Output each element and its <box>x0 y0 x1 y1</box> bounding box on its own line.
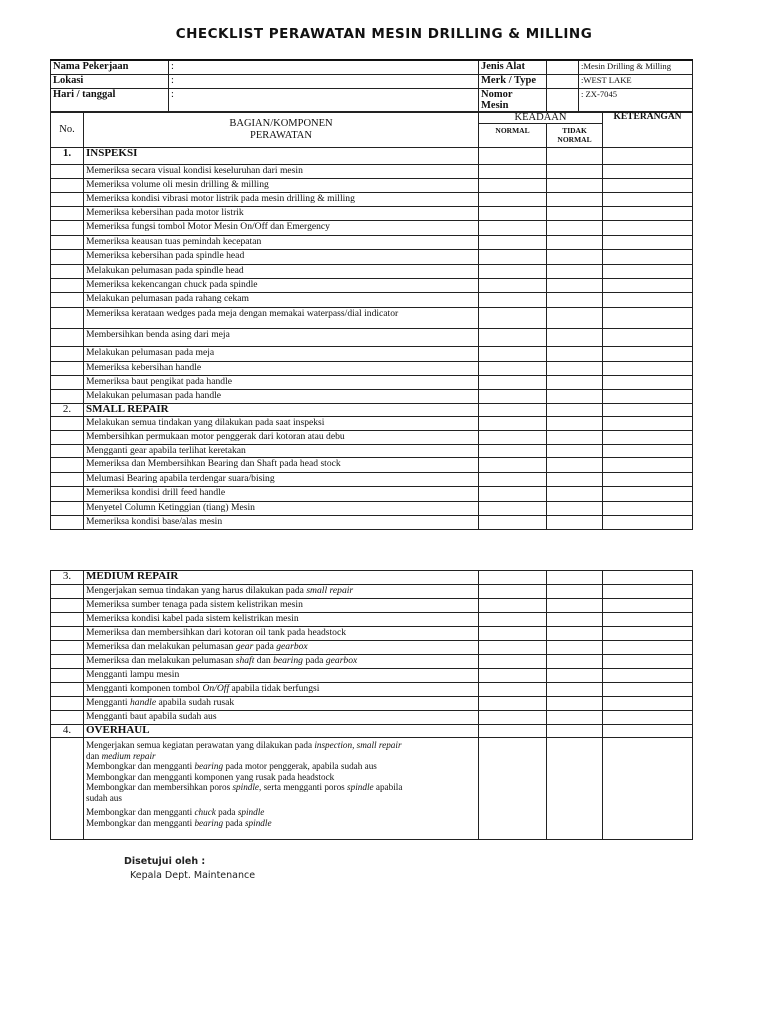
row-number-cell <box>51 711 84 725</box>
table-row <box>51 250 693 265</box>
keadaan-normal-cell[interactable] <box>479 473 547 487</box>
keadaan-tidak-normal-cell[interactable] <box>547 221 603 236</box>
section-title: MEDIUM REPAIR <box>84 571 479 585</box>
keterangan-cell[interactable] <box>603 417 693 431</box>
table-row <box>51 329 693 347</box>
row-number-cell <box>51 669 84 683</box>
keadaan-normal-cell[interactable] <box>479 236 547 250</box>
keadaan-tidak-normal-cell[interactable] <box>547 207 603 221</box>
hari-tanggal-field[interactable]: : <box>169 88 479 112</box>
row-number-cell <box>51 390 84 404</box>
table-row <box>51 613 693 627</box>
keadaan-tidak-normal-cell[interactable] <box>547 711 603 725</box>
table-row <box>51 641 693 655</box>
checklist-item: Memeriksa kondisi kabel pada sistem kelistrikan mesin <box>84 613 479 627</box>
row-number-cell <box>51 207 84 221</box>
keadaan-normal-cell[interactable] <box>479 347 547 362</box>
keadaan-normal-cell[interactable] <box>479 165 547 179</box>
keadaan-normal-cell[interactable] <box>479 193 547 207</box>
row-number-cell <box>51 265 84 279</box>
table-row <box>51 193 693 207</box>
table-row <box>51 487 693 502</box>
col-tidak-normal-header: TIDAK NORMAL <box>547 124 603 148</box>
keadaan-tidak-normal-cell[interactable] <box>547 165 603 179</box>
row-number-cell <box>51 236 84 250</box>
keadaan-normal-cell[interactable] <box>479 738 547 840</box>
keadaan-normal-cell[interactable] <box>479 179 547 193</box>
keterangan-cell[interactable] <box>603 445 693 458</box>
keterangan-cell[interactable] <box>603 236 693 250</box>
keterangan-cell[interactable] <box>603 308 693 329</box>
keadaan-tidak-normal-cell[interactable] <box>547 148 603 165</box>
keadaan-tidak-normal-cell[interactable] <box>547 362 603 376</box>
checklist-item: Mengganti handle apabila sudah rusak <box>84 697 479 711</box>
keadaan-tidak-normal-cell[interactable] <box>547 404 603 417</box>
table-row <box>51 362 693 376</box>
overhaul-line: dan medium repair <box>86 750 156 761</box>
keadaan-tidak-normal-cell[interactable] <box>547 376 603 390</box>
keadaan-tidak-normal-cell[interactable] <box>547 571 603 585</box>
keadaan-normal-cell[interactable] <box>479 627 547 641</box>
keadaan-normal-cell[interactable] <box>479 613 547 627</box>
row-number-cell <box>51 585 84 599</box>
section-header-row <box>51 148 693 165</box>
keadaan-normal-cell[interactable] <box>479 207 547 221</box>
keterangan-cell[interactable] <box>603 502 693 516</box>
approved-by-label: Disetujui oleh : <box>124 856 206 867</box>
keterangan-cell[interactable] <box>603 265 693 279</box>
checklist-item: Memeriksa kebersihan pada motor listrik <box>84 207 479 221</box>
row-number-cell <box>51 738 84 840</box>
keadaan-tidak-normal-cell[interactable] <box>547 293 603 308</box>
keadaan-normal-cell[interactable] <box>479 725 547 738</box>
keadaan-normal-cell[interactable] <box>479 458 547 473</box>
keterangan-cell[interactable] <box>603 516 693 530</box>
checklist-item: Memeriksa fungsi tombol Motor Mesin On/Off dan Emergency <box>84 221 479 236</box>
keadaan-normal-cell[interactable] <box>479 641 547 655</box>
table-row <box>51 417 693 431</box>
header-table <box>50 59 693 113</box>
table-row <box>51 445 693 458</box>
row-number-cell <box>51 613 84 627</box>
keadaan-normal-cell[interactable] <box>479 516 547 530</box>
table-row <box>51 347 693 362</box>
keterangan-cell[interactable] <box>603 362 693 376</box>
row-number-cell <box>51 599 84 613</box>
keadaan-normal-cell[interactable] <box>479 390 547 404</box>
hari-tanggal-label: Hari / tanggal <box>51 88 169 112</box>
keterangan-cell[interactable] <box>603 148 693 165</box>
checklist-item: Membersihkan permukaan motor penggerak dari kotoran atau debu <box>84 431 479 445</box>
keterangan-cell[interactable] <box>603 179 693 193</box>
keterangan-cell[interactable] <box>603 207 693 221</box>
checklist-item: Memeriksa kebersihan pada spindle head <box>84 250 479 265</box>
section-medium-repair <box>51 571 693 725</box>
keterangan-cell[interactable] <box>603 431 693 445</box>
keterangan-cell[interactable] <box>603 487 693 502</box>
keterangan-cell[interactable] <box>603 329 693 347</box>
keadaan-tidak-normal-cell[interactable] <box>547 473 603 487</box>
keterangan-cell[interactable] <box>603 725 693 738</box>
row-number-cell <box>51 683 84 697</box>
keadaan-normal-cell[interactable] <box>479 655 547 669</box>
keterangan-cell[interactable] <box>603 250 693 265</box>
keadaan-tidak-normal-cell[interactable] <box>547 599 603 613</box>
col-bagian-header: BAGIAN/KOMPONEN PERAWATAN <box>84 112 479 148</box>
keterangan-cell[interactable] <box>603 641 693 655</box>
col-normal-header: NORMAL <box>479 124 547 148</box>
nama-pekerjaan-label: Nama Pekerjaan <box>51 60 169 74</box>
table-row <box>51 265 693 279</box>
keadaan-tidak-normal-cell[interactable] <box>547 250 603 265</box>
checklist-item: Memeriksa dan melakukan pelumasan gear pada gearbox <box>84 641 479 655</box>
keadaan-tidak-normal-cell[interactable] <box>547 236 603 250</box>
keadaan-normal-cell[interactable] <box>479 148 547 165</box>
checklist-item: Memeriksa kondisi base/alas mesin <box>84 516 479 530</box>
row-number-cell <box>51 641 84 655</box>
keadaan-tidak-normal-cell[interactable] <box>547 669 603 683</box>
table-row <box>51 308 693 329</box>
table-row <box>51 655 693 669</box>
checklist-item: Melakukan pelumasan pada handle <box>84 390 479 404</box>
keadaan-normal-cell[interactable] <box>479 697 547 711</box>
keterangan-cell[interactable] <box>603 669 693 683</box>
checklist-item: Membersihkan benda asing dari meja <box>84 329 479 347</box>
keadaan-tidak-normal-cell[interactable] <box>547 279 603 293</box>
keterangan-cell[interactable] <box>603 293 693 308</box>
keterangan-cell[interactable] <box>603 697 693 711</box>
keadaan-normal-cell[interactable] <box>479 669 547 683</box>
table-row <box>51 207 693 221</box>
keadaan-tidak-normal-cell[interactable] <box>547 329 603 347</box>
keterangan-cell[interactable] <box>603 627 693 641</box>
checklist-item: Mengganti baut apabila sudah aus <box>84 711 479 725</box>
overhaul-line: Membongkar dan mengganti bearing pada motor penggerak, apabila sudah aus <box>86 761 377 771</box>
table-row <box>51 458 693 473</box>
table-row <box>51 516 693 530</box>
checklist-item: Melumasi Bearing apabila terdengar suara/bising <box>84 473 479 487</box>
keterangan-cell[interactable] <box>603 458 693 473</box>
checklist-table-2 <box>50 570 693 840</box>
section-header-row <box>51 571 693 585</box>
checklist-item: Memeriksa sumber tenaga pada sistem kelistrikan mesin <box>84 599 479 613</box>
overhaul-line: sudah aus <box>86 792 122 803</box>
row-number-cell <box>51 627 84 641</box>
nomor-spacer <box>547 88 579 112</box>
col-no-header: No. <box>51 112 84 148</box>
row-number-cell <box>51 417 84 431</box>
keadaan-tidak-normal-cell[interactable] <box>547 458 603 473</box>
keterangan-cell[interactable] <box>603 279 693 293</box>
keadaan-normal-cell[interactable] <box>479 445 547 458</box>
checklist-item: Memeriksa volume oli mesin drilling & milling <box>84 179 479 193</box>
keadaan-normal-cell[interactable] <box>479 250 547 265</box>
nomor-mesin-label: Nomor Mesin <box>479 88 547 112</box>
checklist-item: Mengganti lampu mesin <box>84 669 479 683</box>
jenis-alat-spacer <box>547 60 579 74</box>
page-title: CHECKLIST PERAWATAN MESIN DRILLING & MILLING <box>175 26 593 42</box>
row-number-cell <box>51 431 84 445</box>
row-number-cell <box>51 179 84 193</box>
section-title: INSPEKSI <box>84 148 479 165</box>
keadaan-normal-cell[interactable] <box>479 329 547 347</box>
table-row <box>51 585 693 599</box>
table-row <box>51 599 693 613</box>
table-row <box>51 390 693 404</box>
checklist-item: Memeriksa kekencangan chuck pada spindle <box>84 279 479 293</box>
row-number-cell <box>51 165 84 179</box>
table-row <box>51 279 693 293</box>
merk-spacer <box>547 74 579 88</box>
checklist-item: Menyetel Column Ketinggian (tiang) Mesin <box>84 502 479 516</box>
nomor-value: : ZX-7045 <box>579 88 693 112</box>
keadaan-normal-cell[interactable] <box>479 585 547 599</box>
overhaul-line: Membongkar dan mengganti chuck pada spindle <box>86 807 265 817</box>
keadaan-tidak-normal-cell[interactable] <box>547 613 603 627</box>
section-number: 1. <box>51 148 84 165</box>
overhaul-line: Membongkar dan mengganti bearing pada spindle <box>86 817 272 828</box>
checklist-item: Melakukan pelumasan pada spindle head <box>84 265 479 279</box>
table-row <box>51 431 693 445</box>
keadaan-tidak-normal-cell[interactable] <box>547 445 603 458</box>
keterangan-cell[interactable] <box>603 165 693 179</box>
approver-title: Kepala Dept. Maintenance <box>130 870 256 881</box>
table-row <box>51 293 693 308</box>
keterangan-cell[interactable] <box>603 738 693 840</box>
keadaan-tidak-normal-cell[interactable] <box>547 738 603 840</box>
checklist-item: Memeriksa kebersihan handle <box>84 362 479 376</box>
keadaan-normal-cell[interactable] <box>479 376 547 390</box>
keterangan-cell[interactable] <box>603 473 693 487</box>
keterangan-cell[interactable] <box>603 571 693 585</box>
keadaan-tidak-normal-cell[interactable] <box>547 655 603 669</box>
keadaan-normal-cell[interactable] <box>479 431 547 445</box>
col-keterangan-header: KETERANGAN <box>603 112 693 148</box>
keadaan-normal-cell[interactable] <box>479 683 547 697</box>
row-number-cell <box>51 221 84 236</box>
table-row <box>51 221 693 236</box>
nama-pekerjaan-field[interactable]: : <box>169 60 479 74</box>
section-header-row <box>51 725 693 738</box>
checklist-item: Mengerjakan semua tindakan yang harus dilakukan pada small repair <box>84 585 479 599</box>
row-number-cell <box>51 308 84 329</box>
keterangan-cell[interactable] <box>603 390 693 404</box>
keadaan-normal-cell[interactable] <box>479 487 547 502</box>
keadaan-tidak-normal-cell[interactable] <box>547 417 603 431</box>
section-header-row <box>51 404 693 417</box>
checklist-item: Memeriksa dan Membersihkan Bearing dan Shaft pada head stock <box>84 458 479 473</box>
row-number-cell <box>51 376 84 390</box>
table-row <box>51 711 693 725</box>
keadaan-normal-cell[interactable] <box>479 599 547 613</box>
section-title: SMALL REPAIR <box>84 404 479 417</box>
col-keadaan-header: KEADAAN <box>479 112 603 124</box>
section-inspeksi <box>51 148 693 404</box>
keadaan-tidak-normal-cell[interactable] <box>547 516 603 530</box>
keadaan-tidak-normal-cell[interactable] <box>547 193 603 207</box>
keadaan-tidak-normal-cell[interactable] <box>547 431 603 445</box>
keadaan-tidak-normal-cell[interactable] <box>547 627 603 641</box>
merk-value: :WEST LAKE <box>579 74 693 88</box>
row-number-cell <box>51 697 84 711</box>
section-title: OVERHAUL <box>84 725 479 738</box>
overhaul-items <box>84 738 479 840</box>
checklist-item: Memeriksa kondisi drill feed handle <box>84 487 479 502</box>
table-row <box>51 179 693 193</box>
keadaan-tidak-normal-cell[interactable] <box>547 725 603 738</box>
checklist-item: Memeriksa kondisi vibrasi motor listrik pada mesin drilling & milling <box>84 193 479 207</box>
table-row <box>51 473 693 487</box>
jenis-alat-label: Jenis Alat <box>479 60 547 74</box>
row-number-cell <box>51 502 84 516</box>
section-small-repair <box>51 404 693 530</box>
table-row <box>51 165 693 179</box>
keadaan-tidak-normal-cell[interactable] <box>547 265 603 279</box>
row-number-cell <box>51 279 84 293</box>
row-number-cell <box>51 487 84 502</box>
row-number-cell <box>51 473 84 487</box>
table-row <box>51 697 693 711</box>
keterangan-cell[interactable] <box>603 613 693 627</box>
checklist-item: Memeriksa dan membersihkan dari kotoran oil tank pada headstock <box>84 627 479 641</box>
keadaan-tidak-normal-cell[interactable] <box>547 585 603 599</box>
keadaan-normal-cell[interactable] <box>479 711 547 725</box>
keadaan-tidak-normal-cell[interactable] <box>547 683 603 697</box>
keterangan-cell[interactable] <box>603 711 693 725</box>
table-row <box>51 236 693 250</box>
keterangan-cell[interactable] <box>603 193 693 207</box>
keterangan-cell[interactable] <box>603 599 693 613</box>
row-number-cell <box>51 193 84 207</box>
section-number: 2. <box>51 404 84 417</box>
checklist-item: Mengganti gear apabila terlihat keretakan <box>84 445 479 458</box>
row-number-cell <box>51 516 84 530</box>
keterangan-cell[interactable] <box>603 376 693 390</box>
keadaan-tidak-normal-cell[interactable] <box>547 179 603 193</box>
keadaan-tidak-normal-cell[interactable] <box>547 641 603 655</box>
table-row <box>51 627 693 641</box>
row-number-cell <box>51 293 84 308</box>
checklist-item: Melakukan pelumasan pada rahang cekam <box>84 293 479 308</box>
keadaan-normal-cell[interactable] <box>479 404 547 417</box>
lokasi-label: Lokasi <box>51 74 169 88</box>
checklist-item: Melakukan pelumasan pada meja <box>84 347 479 362</box>
keadaan-tidak-normal-cell[interactable] <box>547 347 603 362</box>
checklist-item: Memeriksa dan melakukan pelumasan shaft dan bearing pada gearbox <box>84 655 479 669</box>
keadaan-normal-cell[interactable] <box>479 417 547 431</box>
section-overhaul <box>51 725 693 840</box>
keterangan-cell[interactable] <box>603 347 693 362</box>
checklist-item: Memeriksa secara visual kondisi keseluruhan dari mesin <box>84 165 479 179</box>
keadaan-normal-cell[interactable] <box>479 571 547 585</box>
checklist-item: Memeriksa keausan tuas pemindah kecepatan <box>84 236 479 250</box>
overhaul-line: Membongkar dan mengganti komponen yang rusak pada headstock <box>86 771 335 782</box>
keadaan-tidak-normal-cell[interactable] <box>547 697 603 711</box>
keadaan-tidak-normal-cell[interactable] <box>547 390 603 404</box>
keadaan-normal-cell[interactable] <box>479 279 547 293</box>
section-number: 3. <box>51 571 84 585</box>
table-row <box>51 376 693 390</box>
row-number-cell <box>51 347 84 362</box>
table-row <box>51 502 693 516</box>
row-number-cell <box>51 655 84 669</box>
table-row <box>51 738 693 840</box>
keadaan-tidak-normal-cell[interactable] <box>547 487 603 502</box>
keterangan-cell[interactable] <box>603 585 693 599</box>
section-number: 4. <box>51 725 84 738</box>
keadaan-normal-cell[interactable] <box>479 502 547 516</box>
lokasi-field[interactable]: : <box>169 74 479 88</box>
row-number-cell <box>51 445 84 458</box>
keadaan-normal-cell[interactable] <box>479 221 547 236</box>
row-number-cell <box>51 250 84 265</box>
keterangan-cell[interactable] <box>603 404 693 417</box>
keterangan-cell[interactable] <box>603 683 693 697</box>
merk-label: Merk / Type <box>479 74 547 88</box>
table-row <box>51 683 693 697</box>
overhaul-line: Membongkar dan membersihkan poros spindle, serta mengganti poros spindle apabila <box>86 782 403 792</box>
keadaan-normal-cell[interactable] <box>479 362 547 376</box>
row-number-cell <box>51 458 84 473</box>
keadaan-normal-cell[interactable] <box>479 293 547 308</box>
keadaan-tidak-normal-cell[interactable] <box>547 502 603 516</box>
keadaan-tidak-normal-cell[interactable] <box>547 308 603 329</box>
row-number-cell <box>51 329 84 347</box>
checklist-item: Memeriksa baut pengikat pada handle <box>84 376 479 390</box>
checklist-item: Melakukan semua tindakan yang dilakukan pada saat inspeksi <box>84 417 479 431</box>
checklist-item: Mengganti komponen tombol On/Off apabila tidak berfungsi <box>84 683 479 697</box>
table-row <box>51 669 693 683</box>
keadaan-normal-cell[interactable] <box>479 265 547 279</box>
overhaul-line: Mengerjakan semua kegiatan perawatan yang dilakukan pada inspection, small repair <box>86 740 402 750</box>
checklist-table-1 <box>50 111 693 530</box>
keterangan-cell[interactable] <box>603 221 693 236</box>
jenis-alat-value: :Mesin Drilling & Milling <box>579 60 693 74</box>
keadaan-normal-cell[interactable] <box>479 308 547 329</box>
checklist-item: Memeriksa kerataan wedges pada meja dengan memakai waterpass/dial indicator <box>84 308 479 329</box>
row-number-cell <box>51 362 84 376</box>
keterangan-cell[interactable] <box>603 655 693 669</box>
